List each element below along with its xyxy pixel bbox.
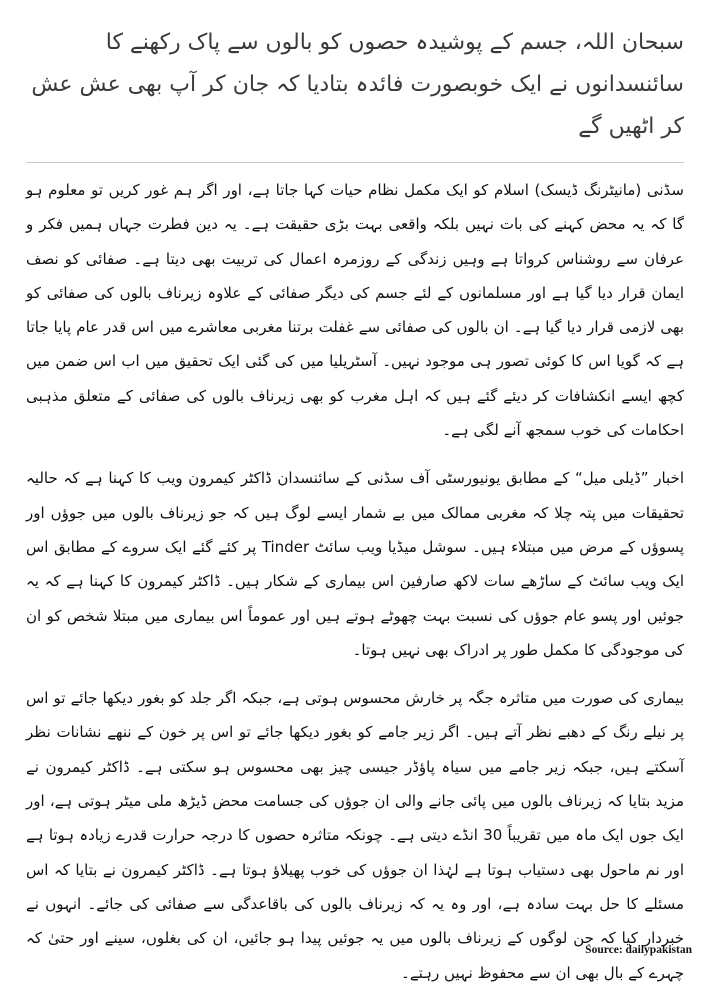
source-credit: Source: dailypakistan xyxy=(585,944,692,956)
headline-divider xyxy=(26,162,684,163)
article-paragraph-3: بیماری کی صورت میں متاثرہ جگہ پر خارش محسوس ہوتی ہے، جبکہ اگر جلد کو بغور دیکھا جائے تو اس پر نیلے رنگ کے دھبے نظر آتے ہیں۔ اگر زیر جامے کو بغور دیکھا جائے تو اس پر خون کے ننھے نشانات نظر آسکتے ہیں، جبکہ زیر جامے میں سیاہ پاؤڈر جیسی چیز بھی محسوس ہو سکتی ہے۔ ڈاکٹر کیمرون نے مزید بتایا کہ زیرناف بالوں میں پائی جانے والی ان جوؤں کی جسامت محض ڈیڑھ ملی میٹر ہوتی ہے، اور ایک جوں ایک ماہ میں تقریباً 30 انڈے دیتی ہے۔ چونکہ متاثرہ حصوں کا درجہ حرارت قدرے زیادہ ہوتا ہے اور نم ماحول بھی دستیاب ہوتا ہے لہٰذا ان جوؤں کی خوب پھیلاؤ ہوتا ہے۔ ڈاکٹر کیمرون نے بتایا کہ اس مسئلے کا حل بہت سادہ ہے، اور وہ یہ کہ زیرناف بالوں کی باقاعدگی سے صفائی کی جائے۔ انہوں نے خبردار کیا کہ جن لوگوں کے زیرناف بالوں میں یہ جوئیں پیدا ہو جائیں، ان کی بغلوں، سینے اور حتیٰ کہ چہرے کے بال بھی ان سے محفوظ نہیں رہتے۔ xyxy=(26,689,684,982)
article-paragraph-2: اخبار ”ڈیلی میل“ کے مطابق یونیورسٹی آف سڈنی کے سائنسدان ڈاکٹر کیمرون ویب کا کہنا ہے کہ حالیہ تحقیقات میں پتہ چلا کہ مغربی ممالک میں بے شمار ایسے لوگ ہیں کہ جو زیرناف بالوں میں جوؤں اور پسوؤں کے مرض میں مبتلاء ہیں۔ سوشل میڈیا ویب سائٹ Tinder پر کئے گئے ایک سروے کے مطابق اس ایک ویب سائٹ کے ساڑھے سات لاکھ صارفین اس بیماری کے شکار ہیں۔ ڈاکٹر کیمرون کا کہنا ہے کہ یہ جوئیں اور پسو عام جوؤں کی نسبت بہت چھوٹے ہوتے ہیں اور عموماً اس بیماری میں مبتلا شخص کو ان کی موجودگی کا مکمل طور پر ادراک بھی نہیں ہوتا۔ xyxy=(26,469,684,659)
article-paragraph-1: سڈنی (مانیٹرنگ ڈیسک) اسلام کو ایک مکمل نظام حیات کہا جاتا ہے، اور اگر ہم غور کریں تو معلوم ہو گا کہ یہ محض کہنے کی بات نہیں بلکہ واقعی بہت بڑی حقیقت ہے۔ یہ دین فطرت جہاں ہمیں فکر و عرفان سے روشناس کرواتا ہے وہیں زندگی کے روزمرہ اعمال کی تربیت بھی دیتا ہے۔ صفائی کو نصف ایمان قرار دیا گیا ہے اور مسلمانوں کے لئے جسم کی دیگر صفائی کے علاوہ زیرناف بالوں کی صفائی کو بھی لازمی قرار دیا گیا ہے۔ ان بالوں کی صفائی سے غفلت برتنا مغربی معاشرے میں اس قدر عام پایا جاتا ہے کہ گویا اس کا کوئی تصور ہی موجود نہیں۔ آسٹریلیا میں کی گئی ایک تحقیق میں اب اس ضمن میں کچھ ایسے انکشافات کر دیئے گئے ہیں کہ اہل مغرب کو بھی زیرناف بالوں کی صفائی کے متعلق مذہبی احکامات کی خوب سمجھ آنے لگی ہے۔ xyxy=(26,181,684,440)
article-headline: سبحان اللہ، جسم کے پوشیدہ حصوں کو بالوں سے پاک رکھنے کا سائنسدانوں نے ایک خوبصورت فائدہ بتادیا کہ جان کر آپ بھی عش عش کر اٹھیں گے xyxy=(31,30,684,139)
